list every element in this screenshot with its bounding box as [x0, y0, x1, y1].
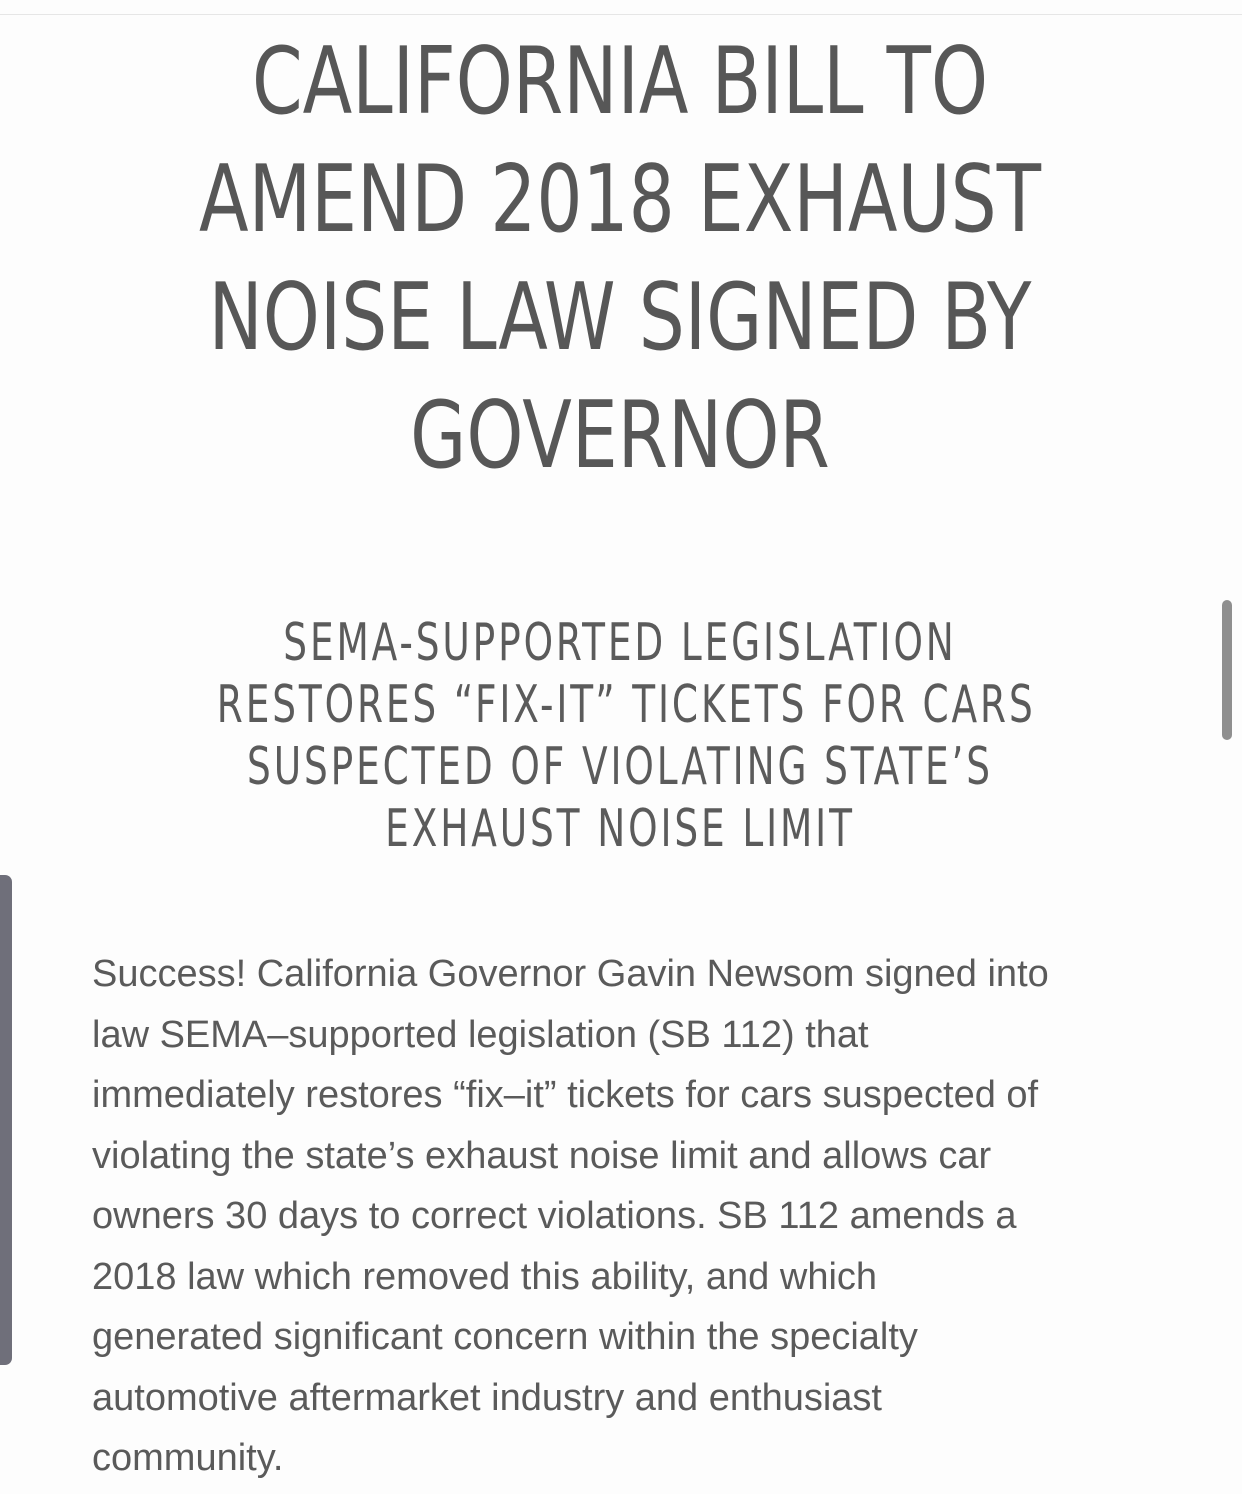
body-line: generated significant concern within the specialty — [92, 1316, 918, 1358]
subheadline-line: SEMA-SUPPORTED LEGISLATION — [283, 613, 957, 673]
subheadline-line: SUSPECTED OF VIOLATING STATE’S — [247, 737, 993, 797]
top-divider — [0, 14, 1242, 15]
body-line: immediately restores “fix–it” tickets for cars suspected of — [92, 1074, 1039, 1116]
body-line: owners 30 days to correct violations. SB 112 amends a — [92, 1195, 1017, 1237]
headline-line: AMEND 2018 EXHAUST — [198, 145, 1042, 253]
article-subheadline — [216, 612, 1036, 860]
body-line: community. — [92, 1437, 284, 1479]
body-line: law SEMA–supported legislation (SB 112) that — [92, 1013, 869, 1056]
vertical-scrollbar-thumb[interactable] — [1222, 600, 1232, 740]
subheadline-line: EXHAUST NOISE LIMIT — [385, 799, 855, 859]
headline-line: NOISE LAW SIGNED BY — [208, 263, 1032, 371]
article-headline — [168, 22, 1073, 494]
body-line: violating the state’s exhaust noise limit and allows car — [92, 1134, 992, 1177]
body-line: Success! California Governor Gavin Newsom signed into — [92, 953, 1049, 995]
body-line: automotive aftermarket industry and enthusiast — [92, 1376, 882, 1419]
left-edge-scroll-handle[interactable] — [0, 875, 12, 1365]
article-body — [92, 944, 1172, 1489]
subheadline-line: RESTORES “FIX-IT” TICKETS FOR CARS — [216, 675, 1036, 735]
body-line: 2018 law which removed this ability, and which — [92, 1255, 878, 1298]
headline-line: CALIFORNIA BILL TO — [251, 27, 989, 135]
headline-line: GOVERNOR — [410, 381, 830, 489]
